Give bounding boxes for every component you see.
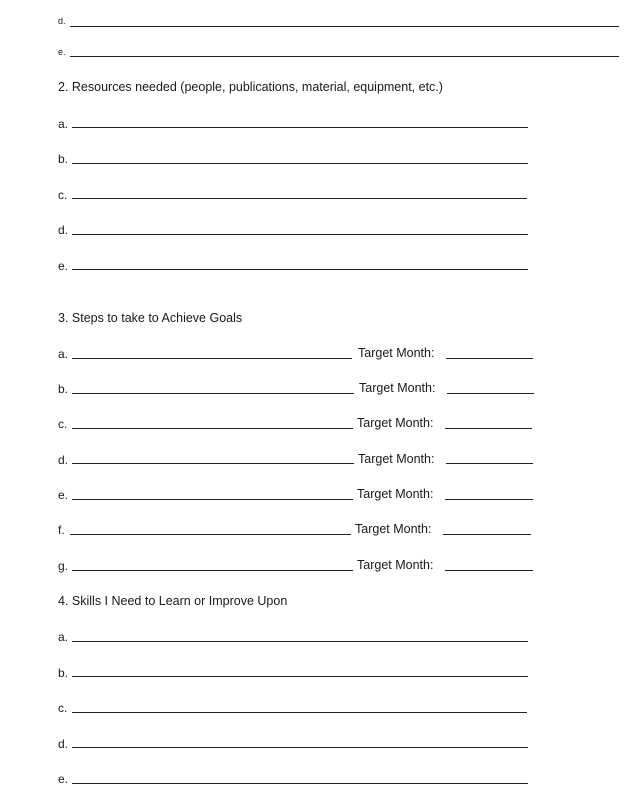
s3-item-c-target-label: Target Month: bbox=[357, 416, 434, 430]
s2-item-c-line[interactable] bbox=[72, 198, 527, 199]
section3-heading: 3. Steps to take to Achieve Goals bbox=[58, 311, 243, 325]
s4-item-d-line[interactable] bbox=[72, 747, 528, 748]
s3-item-f-target-line[interactable] bbox=[443, 534, 531, 535]
s4-item-d-letter: d. bbox=[58, 737, 69, 751]
s4-item-a-letter: a. bbox=[58, 630, 69, 644]
s3-item-d-letter: d. bbox=[58, 453, 69, 467]
s1-item-e-line[interactable] bbox=[70, 56, 619, 57]
s3-item-b-target-label: Target Month: bbox=[359, 381, 436, 395]
s3-item-d-line[interactable] bbox=[72, 463, 354, 464]
s3-item-a-letter: a. bbox=[58, 347, 69, 361]
s3-item-e-letter: e. bbox=[58, 488, 69, 502]
s2-item-a-letter: a. bbox=[58, 117, 69, 131]
s3-item-b-target-line[interactable] bbox=[447, 393, 534, 394]
s3-item-c-line[interactable] bbox=[72, 428, 353, 429]
s2-item-e-letter: e. bbox=[58, 259, 69, 273]
section2-heading: 2. Resources needed (people, publications, material, equipment, etc.) bbox=[58, 80, 443, 94]
s3-item-e-line[interactable] bbox=[72, 499, 353, 500]
s2-item-d-line[interactable] bbox=[72, 234, 528, 235]
s3-item-c-letter: c. bbox=[58, 417, 68, 431]
s3-item-f-letter: f. bbox=[58, 523, 65, 537]
s2-item-d-letter: d. bbox=[58, 223, 69, 237]
s3-item-c-target-line[interactable] bbox=[445, 428, 532, 429]
s4-item-e-letter: e. bbox=[58, 772, 69, 786]
s2-item-b-line[interactable] bbox=[72, 163, 528, 164]
s1-item-d-letter: d. bbox=[58, 16, 66, 26]
s4-item-c-line[interactable] bbox=[72, 712, 527, 713]
s4-item-a-line[interactable] bbox=[72, 641, 528, 642]
s4-item-c-letter: c. bbox=[58, 701, 68, 715]
s3-item-a-target-line[interactable] bbox=[446, 358, 533, 359]
s3-item-f-line[interactable] bbox=[70, 534, 351, 535]
s3-item-f-target-label: Target Month: bbox=[355, 522, 432, 536]
s3-item-a-target-label: Target Month: bbox=[358, 346, 435, 360]
s2-item-b-letter: b. bbox=[58, 152, 69, 166]
s1-item-d-line[interactable] bbox=[70, 26, 619, 27]
s3-item-g-target-label: Target Month: bbox=[357, 558, 434, 572]
s3-item-e-target-label: Target Month: bbox=[357, 487, 434, 501]
s3-item-d-target-line[interactable] bbox=[446, 463, 533, 464]
s2-item-e-line[interactable] bbox=[72, 269, 528, 270]
s2-item-a-line[interactable] bbox=[72, 127, 528, 128]
s3-item-e-target-line[interactable] bbox=[445, 499, 533, 500]
s3-item-b-line[interactable] bbox=[72, 393, 354, 394]
s3-item-g-letter: g. bbox=[58, 559, 69, 573]
s4-item-b-letter: b. bbox=[58, 666, 69, 680]
s1-item-e-letter: e. bbox=[58, 47, 66, 57]
s3-item-g-line[interactable] bbox=[72, 570, 353, 571]
s4-item-e-line[interactable] bbox=[72, 783, 528, 784]
s4-item-b-line[interactable] bbox=[72, 676, 528, 677]
s2-item-c-letter: c. bbox=[58, 188, 68, 202]
s3-item-d-target-label: Target Month: bbox=[358, 452, 435, 466]
section4-heading: 4. Skills I Need to Learn or Improve Upon bbox=[58, 594, 288, 608]
s3-item-g-target-line[interactable] bbox=[445, 570, 533, 571]
s3-item-b-letter: b. bbox=[58, 382, 69, 396]
s3-item-a-line[interactable] bbox=[72, 358, 352, 359]
